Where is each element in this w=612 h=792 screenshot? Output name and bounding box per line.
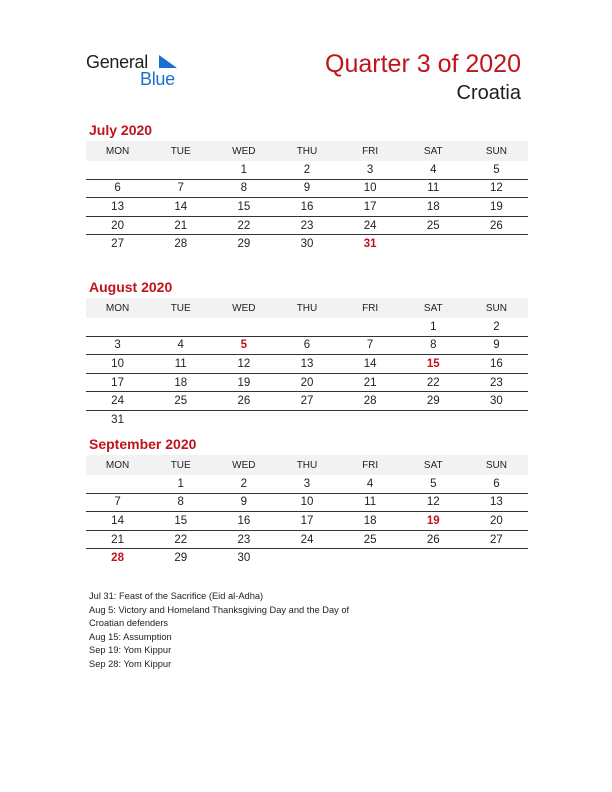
day-cell: 7 [86,493,149,512]
day-cell: 9 [212,493,275,512]
weekday-header: THU [275,141,338,161]
day-cell: 29 [174,552,188,565]
day-cell: 6 [465,475,528,493]
day-cell: 11 [339,493,402,512]
day-cell: 26 [465,216,528,235]
day-cell: 20 [86,216,149,235]
day-cell [465,410,528,428]
day-cell: 16 [275,198,338,217]
month-september [86,436,528,567]
day-cell [86,318,149,336]
day-cell: 23 [465,373,528,392]
weekday-header: TUE [149,455,212,475]
day-cell: 7 [339,336,402,355]
day-cell: 20 [275,373,338,392]
weekday-header: WED [212,455,275,475]
day-cell: 30 [300,238,314,251]
day-cell: 31 [363,238,377,251]
day-cell: 30 [465,392,528,411]
day-cell: 14 [339,355,402,374]
day-cell: 3 [339,161,402,179]
day-cell: 17 [275,512,338,531]
day-cell: 28 [111,552,124,565]
day-cell: 20 [465,512,528,531]
day-cell: 8 [212,179,275,198]
day-cell: 13 [465,493,528,512]
day-cell: 25 [402,216,465,235]
day-cell [402,410,465,428]
day-cell: 18 [149,373,212,392]
day-cell: 2 [212,475,275,493]
day-cell [275,549,338,567]
weekday-header: THU [275,298,338,318]
day-cell: 19 [402,512,465,531]
day-cell: 10 [275,493,338,512]
day-cell: 30 [237,552,251,565]
day-cell: 5 [212,336,275,355]
week-row [86,198,528,217]
day-cell: 24 [275,530,338,549]
page-title: Quarter 3 of 2020 [325,50,521,78]
weekday-header: SAT [402,298,465,318]
day-cell [275,318,338,336]
day-cell: 10 [339,179,402,198]
day-cell: 22 [212,216,275,235]
holiday-note: Sep 19: Yom Kippur [89,645,172,656]
day-cell: 26 [212,392,275,411]
week-row [86,235,528,253]
day-cell: 25 [149,392,212,411]
weekday-header: SAT [402,141,465,161]
day-cell [402,549,465,567]
day-cell [465,235,528,253]
holiday-note: Jul 31: Feast of the Sacrifice (Eid al-Adha) [89,591,264,601]
day-cell: 5 [402,475,465,493]
day-cell: 25 [339,530,402,549]
day-cell [149,410,212,428]
day-cell: 1 [149,475,212,493]
day-cell: 13 [275,355,338,374]
weekday-header: FRI [339,141,402,161]
day-cell [212,410,275,428]
weekday-header: FRI [339,455,402,475]
day-cell: 29 [237,238,251,251]
day-cell: 4 [149,336,212,355]
day-cell: 4 [402,161,465,179]
day-cell: 17 [339,198,402,217]
week-row [86,512,528,531]
weekday-header: SUN [465,141,528,161]
week-row [86,493,528,512]
week-row [86,373,528,392]
day-cell: 16 [465,355,528,374]
day-cell [86,475,149,493]
day-cell: 10 [86,355,149,374]
day-cell: 21 [339,373,402,392]
week-row [86,475,528,493]
day-cell: 28 [339,392,402,411]
logo [86,52,206,88]
day-cell: 12 [212,355,275,374]
day-cell: 22 [402,373,465,392]
day-cell: 22 [149,530,212,549]
day-cell [402,235,465,253]
weekday-header: SUN [465,455,528,475]
day-cell [275,410,338,428]
week-row [86,355,528,374]
week-row [86,179,528,198]
day-cell: 3 [86,336,149,355]
day-cell: 7 [149,179,212,198]
day-cell: 6 [86,179,149,198]
calendar-grid [86,298,528,429]
weekday-header: TUE [149,298,212,318]
day-cell [339,410,402,428]
weekday-header: WED [212,298,275,318]
day-cell: 2 [275,161,338,179]
weekday-header: SUN [465,298,528,318]
month-july [86,122,528,253]
day-cell [86,161,149,179]
day-cell: 9 [465,336,528,355]
week-row [86,410,528,428]
day-cell: 24 [86,392,149,411]
day-cell: 17 [86,373,149,392]
logo-general-text: General [86,52,148,72]
weekday-header: MON [86,141,149,161]
holiday-note: Sep 28: Yom Kippur [89,658,172,669]
day-cell: 27 [465,530,528,549]
weekday-header: MON [86,298,149,318]
day-cell: 6 [275,336,338,355]
week-row [86,216,528,235]
day-cell: 11 [149,355,212,374]
day-cell [149,318,212,336]
day-cell: 3 [275,475,338,493]
holiday-note: Croatian defenders [89,618,169,629]
weekday-header: TUE [149,141,212,161]
day-cell: 19 [465,198,528,217]
day-cell: 4 [339,475,402,493]
day-cell: 23 [212,530,275,549]
day-cell: 31 [111,413,124,426]
holiday-notes [89,590,349,672]
week-row [86,336,528,355]
logo-flag-icon [159,55,177,68]
day-cell: 11 [402,179,465,198]
day-cell: 18 [339,512,402,531]
day-cell [339,549,402,567]
weekday-header: FRI [339,298,402,318]
day-cell: 16 [212,512,275,531]
day-cell: 14 [149,198,212,217]
day-cell: 27 [275,392,338,411]
day-cell: 14 [86,512,149,531]
month-title: September 2020 [89,436,197,452]
month-title: August 2020 [89,279,173,295]
holiday-note: Aug 5: Victory and Homeland Thanksgiving Day and the Day of [89,604,350,615]
day-cell: 2 [465,318,528,336]
holiday-note: Aug 15: Assumption [89,631,172,642]
week-row [86,392,528,411]
day-cell: 28 [174,238,188,251]
day-cell [465,549,528,567]
day-cell: 15 [212,198,275,217]
month-title: July 2020 [89,122,153,138]
day-cell: 8 [149,493,212,512]
day-cell: 23 [275,216,338,235]
weekday-header: MON [86,455,149,475]
day-cell: 12 [465,179,528,198]
logo-blue-text: Blue [140,69,175,89]
calendar-grid [86,455,528,567]
weekday-header: WED [212,141,275,161]
day-cell: 5 [465,161,528,179]
day-cell: 9 [275,179,338,198]
day-cell: 19 [212,373,275,392]
day-cell: 1 [402,318,465,336]
month-august [86,279,528,429]
day-cell: 18 [402,198,465,217]
day-cell: 21 [86,530,149,549]
week-row [86,530,528,549]
day-cell: 13 [86,198,149,217]
day-cell: 27 [111,238,124,251]
day-cell: 1 [212,161,275,179]
day-cell [212,318,275,336]
day-cell: 24 [339,216,402,235]
day-cell: 15 [402,355,465,374]
day-cell: 15 [149,512,212,531]
day-cell [149,161,212,179]
country-name: Croatia [456,82,521,104]
day-cell: 29 [402,392,465,411]
day-cell: 21 [149,216,212,235]
day-cell: 12 [402,493,465,512]
weekday-header: THU [275,455,338,475]
day-cell [339,318,402,336]
day-cell: 26 [402,530,465,549]
week-row [86,318,528,336]
calendar-grid [86,141,528,253]
week-row [86,161,528,179]
weekday-header: SAT [402,455,465,475]
day-cell: 8 [402,336,465,355]
week-row [86,549,528,567]
